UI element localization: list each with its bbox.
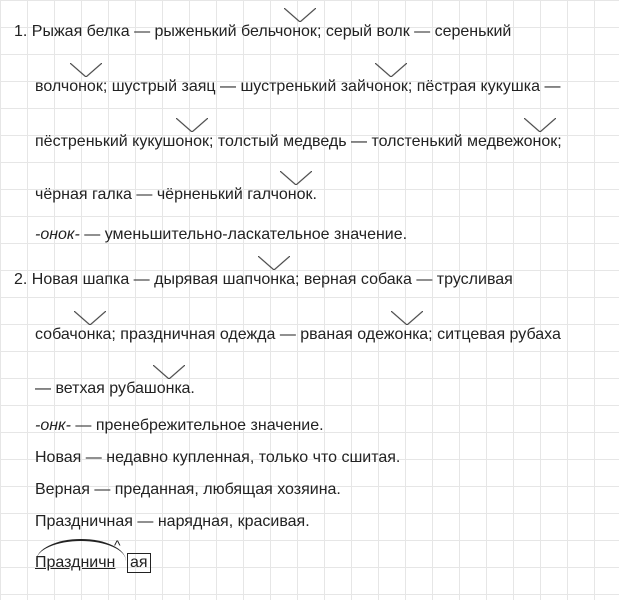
text: ; серый волк — серенький bbox=[316, 23, 512, 40]
text: ; шустрый заяц — шустренький зайч bbox=[102, 78, 375, 95]
text: а; ситцевая рубаха bbox=[419, 326, 561, 343]
text: ; толстый медведь — толстенький медвеж bbox=[209, 133, 524, 150]
analysis-ending: ая bbox=[130, 554, 148, 571]
task-1-number: 1. bbox=[14, 23, 28, 40]
task-1-line-2 bbox=[35, 77, 560, 97]
suffix-mark: онок bbox=[374, 78, 408, 95]
suffix-mark: онок bbox=[523, 133, 558, 150]
text: чёрная галка — чёрненький галч bbox=[35, 186, 279, 203]
note-text: — пренебрежительное значение. bbox=[70, 417, 324, 434]
text: собач bbox=[35, 326, 78, 343]
definition-new: Новая — недавно купленная, только что сшитая. bbox=[35, 449, 401, 466]
suffix-caret: ^ bbox=[114, 537, 121, 553]
task-1-note bbox=[35, 225, 407, 245]
morpheme: -онк- bbox=[35, 417, 71, 434]
text: а. bbox=[181, 380, 195, 397]
task-2-line-2 bbox=[35, 325, 561, 345]
text: а; праздничная одежда — рваная одеж bbox=[102, 326, 395, 343]
suffix-mark: онок bbox=[283, 23, 317, 40]
text: пёстренький кукуш bbox=[35, 133, 176, 150]
suffix-mark: онок bbox=[69, 78, 103, 95]
suffix-mark: онк bbox=[394, 326, 420, 343]
note-text: — уменьшительно-ласкательное значение. bbox=[79, 226, 408, 243]
task-2-note bbox=[35, 416, 324, 436]
task-2-line-1 bbox=[14, 270, 513, 290]
text: волч bbox=[35, 78, 70, 95]
task-1-line-4 bbox=[35, 185, 317, 205]
suffix-mark: онк bbox=[156, 380, 182, 397]
task-2-number: 2. bbox=[14, 271, 28, 288]
analysis-root: Праздничн bbox=[35, 554, 116, 571]
morpheme: -онок- bbox=[35, 226, 80, 243]
text: — ветхая рубаш bbox=[35, 380, 157, 397]
text: . bbox=[312, 186, 317, 203]
suffix-mark: онк bbox=[261, 271, 287, 288]
definition-festive: Праздничная — нарядная, красивая. bbox=[35, 513, 310, 530]
suffix-mark: онок bbox=[278, 186, 313, 203]
task-1-line-1 bbox=[14, 22, 511, 42]
suffix-mark: онок bbox=[175, 133, 210, 150]
text: ; пёстрая кукушка — bbox=[407, 78, 561, 95]
text: Новая шапка — дырявая шапч bbox=[31, 271, 262, 288]
text: ; bbox=[557, 133, 562, 150]
text: Рыжая белка — рыженький бельч bbox=[31, 23, 284, 40]
definition-faithful: Верная — преданная, любящая хозяина. bbox=[35, 481, 341, 498]
text: а; верная собака — трусливая bbox=[286, 271, 513, 288]
suffix-mark: онк bbox=[77, 326, 103, 343]
task-1-line-3 bbox=[35, 132, 562, 152]
task-2-line-3 bbox=[35, 379, 195, 399]
